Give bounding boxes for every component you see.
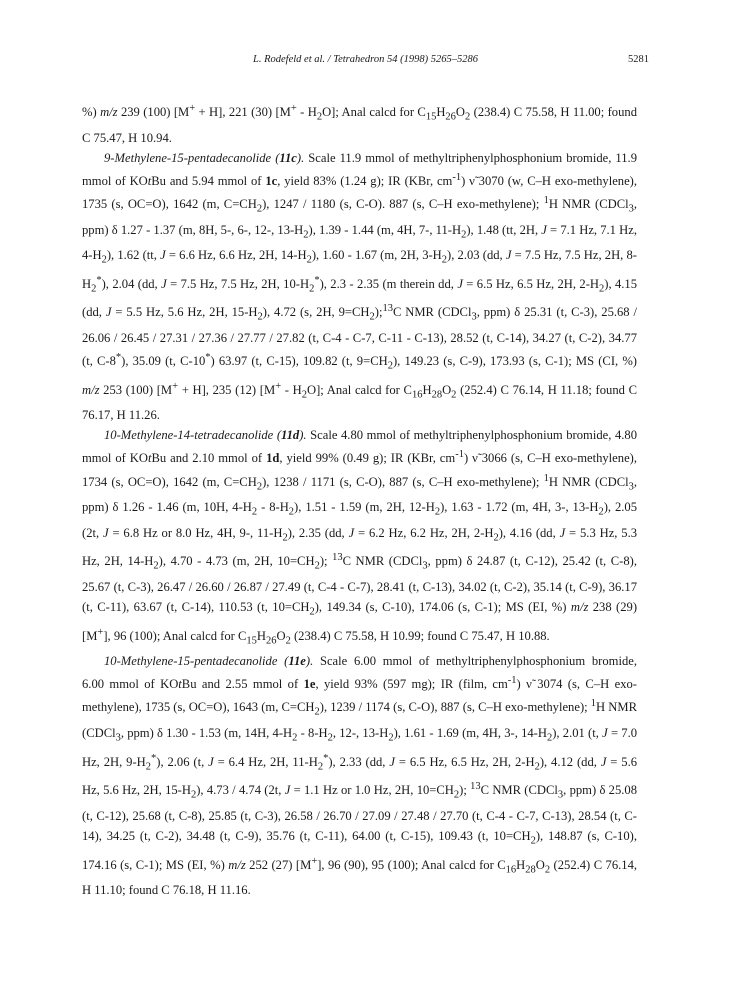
running-head: L. Rodefeld et al. / Tetrahedron 54 (1998) 5265–5286	[253, 54, 478, 65]
paragraph-continuation: %) m/z 239 (100) [M+ + H], 221 (30) $[M^+ - H_2O]$; Anal calcd for $C_{15}H_{26}O_2$ (238.4) C 75.58, H 11.00; found C 75.47, H 10.94.	[82, 103, 637, 145]
article-body	[82, 99, 637, 900]
paragraph-compound-11d: 10-Methylene-14-tetradecanolide (11d). Scale 4.80 mmol of methyltriphenylphosphonium bromide, 4.80 mmol of KOtBu and 2.10 mmol of 1d, yield 99% (0.49 g); IR (KBr, $cm^{-1}$) ν̃ 3066 (s, C–H exo-methylene), 1734 (s, OC=O), 1642 (m, $C=CH_2$), 1238 / 1171 (s, C-O), 887 (s, C–H exo-methylene); $^1$H NMR (CDCl$_3$, ppm) δ 1.26 - 1.46 (m, 10H, $4-H_2 - 8-H_2$), 1.51 - 1.59 (m, 2H, $12-H_2$), 1.63 - 1.72 (m, 4H, 3-, $13-H_2$), 2.05 (2t, J = 6.8 Hz or 8.0 Hz, 4H, 9-, $11-H_2$), 2.35 (dd, J = 6.2 Hz, 6.2 Hz, 2H, $2-H_2$), 4.16 (dd, J = 5.3 Hz, 5.3 Hz, 2H, $14-H_2$), 4.70 - 4.73 (m, 2H, $10=CH_2$); $^{13}$C NMR (CDCl$_3$, ppm) δ 24.87 (t, C-12), 25.42 (t, C-8), 25.67 (t, C-3), 26.47 / 26.60 / 26.87 / 27.49 (t, C-4 - C-7), 28.41 (t, C-13), 34.02 (t, C-2), 35.14 (t, C-9), 36.17 (t, C-11), 63.67 (t, C-14), 110.53 (t, $10=CH_2$), 149.34 (s, C-10), 174.06 (s, C-1); MS (EI, %) m/z 238 (29) [M+], 96 (100); Anal calcd for $C_{15}H_{26}O_2$ (238.4) C 75.58, H 10.99; found C 75.47, H 10.88.	[82, 428, 638, 647]
page-header	[0, 54, 731, 70]
page-number: 5281	[628, 54, 649, 65]
paragraph-compound-11e: 10-Methylene-15-pentadecanolide (11e). Scale 6.00 mmol of methyltriphenylphosphonium bromide, 6.00 mmol of KOtBu and 2.55 mmol of 1e, yield 93% (597 mg); IR (film, $cm^{-1}$) ν̃ 3074 (s, C–H exo-methylene), 1735 (s, OC=O), 1643 (m, $C=CH_2$), 1239 / 1174 (s, C-O), 887 (s, C–H exo-methylene); $^1$H NMR (CDCl$_3$, ppm) δ 1.30 - 1.53 (m, 14H, $4-H_2 - 8-H_2$, 12-, $13-H_2$), 1.61 - 1.69 (m, 4H, 3-, $14-H_2$), 2.01 (t, J = 7.0 Hz, 2H, $9-H_2^*$), 2.06 (t, J = 6.4 Hz, 2H, $11-H_2^*$), 2.33 (dd, J = 6.5 Hz, 6.5 Hz, 2H, $2-H_2$), 4.12 (dd, J = 5.6 Hz, 5.6 Hz, 2H, $15-H_2$), 4.73 / 4.74 (2t, J = 1.1 Hz or 1.0 Hz, 2H, $10=CH_2$); $^{13}$C NMR (CDCl$_3$, ppm) δ 25.08 (t, C-12), 25.68 (t, C-8), 25.85 (t, C-3), 26.58 / 26.70 / 27.09 / 27.48 / 27.70 (t, C-4 - C-7, C-13), 28.54 (t, C-14), 34.25 (t, C-2), 34.48 (t, C-9), 35.76 (t, C-11), 64.00 (t, C-15), 109.43 (t, $10=CH_2$), 148.87 (s, C-10), 174.16 (s, C-1); MS (EI, %) m/z 252 (27) [M+], 96 (90), 95 (100); Anal calcd for $C_{16}H_{28}O_2$ (252.4) C 76.14, H 11.10; found C 76.18, H 11.16.	[82, 654, 638, 898]
paragraph-compound-11c: 9-Methylene-15-pentadecanolide (11c). Scale 11.9 mmol of methyltriphenylphosphonium bromide, 11.9 mmol of KOtBu and 5.94 mmol of 1c, yield 83% (1.24 g); IR (KBr, $cm^{-1}$) ν̃ 3070 (w, C–H exo-methylene), 1735 (s, OC=O), 1642 (m, $C=CH_2$), 1247 / 1180 (s, C-O). 887 (s, C–H exo-methylene); $^1$H NMR (CDCl$_3$, ppm) δ 1.27 - 1.37 (m, 8H, 5-, 6-, 12-, $13-H_2$), 1.39 - 1.44 (m, 4H, 7-, $11-H_2$), 1.48 (tt, 2H, J = 7.1 Hz, 7.1 Hz, $4-H_2$), 1.62 (tt, J = 6.6 Hz, 6.6 Hz, 2H, $14-H_2$), 1.60 - 1.67 (m, 2H, $3-H_2$), 2.03 (dd, J = 7.5 Hz, 7.5 Hz, 2H, $8-H_2^*$), 2.04 (dd, J = 7.5 Hz, 7.5 Hz, 2H, $10-H_2^*$), 2.3 - 2.35 (m therein dd, J = 6.5 Hz, 6.5 Hz, 2H, $2-H_2$), 4.15 (dd, J = 5.5 Hz, 5.6 Hz, 2H, $15-H_2$), 4.72 (s, 2H, $9=CH_2);^{13}C$ NMR (CDCl$_3$, ppm) δ 25.31 (t, C-3), 25.68 / 26.06 / 26.45 / 27.31 / 27.36 / 27.77 / 27.82 (t, C-4 - C-7, C-11 - C-13), 28.52 (t, C-14), 34.27 (t, C-2), 34.77 (t, C-8*), 35.09 (t, C-10*) 63.97 (t, C-15), 109.82 (t, $9=CH_2$), 149.23 (s, C-9), 173.93 (s, C-1); MS (CI, %) m/z 253 (100) [M+ + H], 235 (12) $[M^+ - H_2O]$; Anal calcd for $C_{16}H_{28}O_2$ (252.4) C 76.14, H 11.18; found C 76.17, H 11.26.	[82, 150, 638, 423]
